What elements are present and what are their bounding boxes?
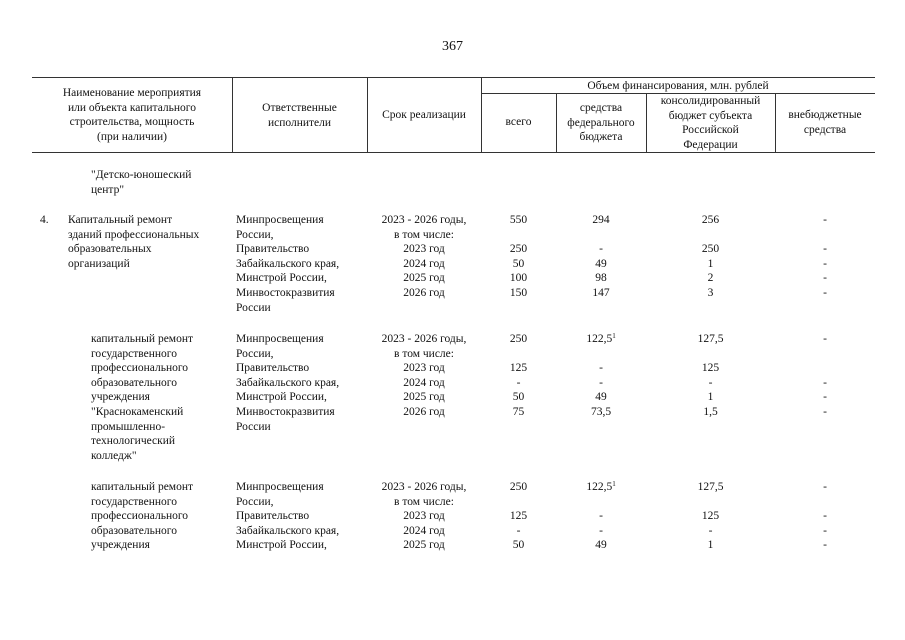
footnote-mark: 1 xyxy=(612,480,616,488)
row3-name: капитальный ремонт государственного профессионального образовательного учреждения xyxy=(91,481,194,552)
header-name: Наименование мероприятия или объекта капитального строительства, мощность (при наличии) xyxy=(62,87,202,143)
header-federal: средства федерального бюджета xyxy=(567,102,635,144)
row3-federal-first: 122,5 xyxy=(586,481,613,493)
row1-total: 550 250 50 100 150 xyxy=(509,214,528,299)
header-extra: внебюджетные средства xyxy=(788,109,862,136)
row2-federal-first: 122,5 xyxy=(586,333,613,345)
row1-regional: 256 250 1 2 3 xyxy=(701,214,720,299)
row0-name: "Детско-юношеский центр" xyxy=(91,169,192,196)
header-total: всего xyxy=(505,116,532,128)
row1-number: 4. xyxy=(40,214,49,226)
row2-extra: - - - - xyxy=(823,333,827,418)
header-funding: Объем финансирования, млн. рублей xyxy=(587,80,769,92)
row2-federal: 122,5$^1$ - - 49 73,5 xyxy=(586,332,616,418)
row3-term: 2023 - 2026 годы, в том числе: 2023 год 2024 год 2025 год xyxy=(381,481,467,552)
row3-total: 250 125 - 50 xyxy=(509,481,528,552)
row1-executors: Минпросвещения России, Правительство Забайкальского края, Минстрой России, Минвостокразвития России xyxy=(236,214,340,314)
header-term: Срок реализации xyxy=(382,109,466,121)
header-executors: Ответственные исполнители xyxy=(262,102,337,129)
row2-term: 2023 - 2026 годы, в том числе: 2023 год 2024 год 2025 год 2026 год xyxy=(381,333,467,418)
row2-total: 250 125 - 50 75 xyxy=(509,333,528,418)
row3-extra: - - - - xyxy=(823,481,827,552)
footnote-mark: 1 xyxy=(612,332,616,340)
row3-executors: Минпросвещения России, Правительство Забайкальского края, Минстрой России, xyxy=(236,481,340,552)
row2-name: капитальный ремонт государственного профессионального образовательного учреждения "Краснокаменский промышленно- технологический колледж" xyxy=(91,333,194,462)
row1-term: 2023 - 2026 годы, в том числе: 2023 год 2024 год 2025 год 2026 год xyxy=(381,214,467,299)
row3-federal: 122,5$^1$ - - 49 xyxy=(586,480,616,552)
row2-regional: 127,5 125 - 1 1,5 xyxy=(697,333,724,418)
page-number: 367 xyxy=(442,39,463,54)
row1-federal: 294 - 49 98 147 xyxy=(592,214,610,299)
row3-regional: 127,5 125 - 1 xyxy=(697,481,724,552)
header-top-rule xyxy=(32,77,875,78)
header-regional: консолидированный бюджет субъекта Российской Федерации xyxy=(660,95,761,151)
row1-extra: - - - - - xyxy=(823,214,827,299)
row2-executors: Минпросвещения России, Правительство Забайкальского края, Минстрой России, Минвостокразвития России xyxy=(236,333,340,433)
row1-name: Капитальный ремонт зданий профессиональных образовательных организаций xyxy=(68,214,200,270)
